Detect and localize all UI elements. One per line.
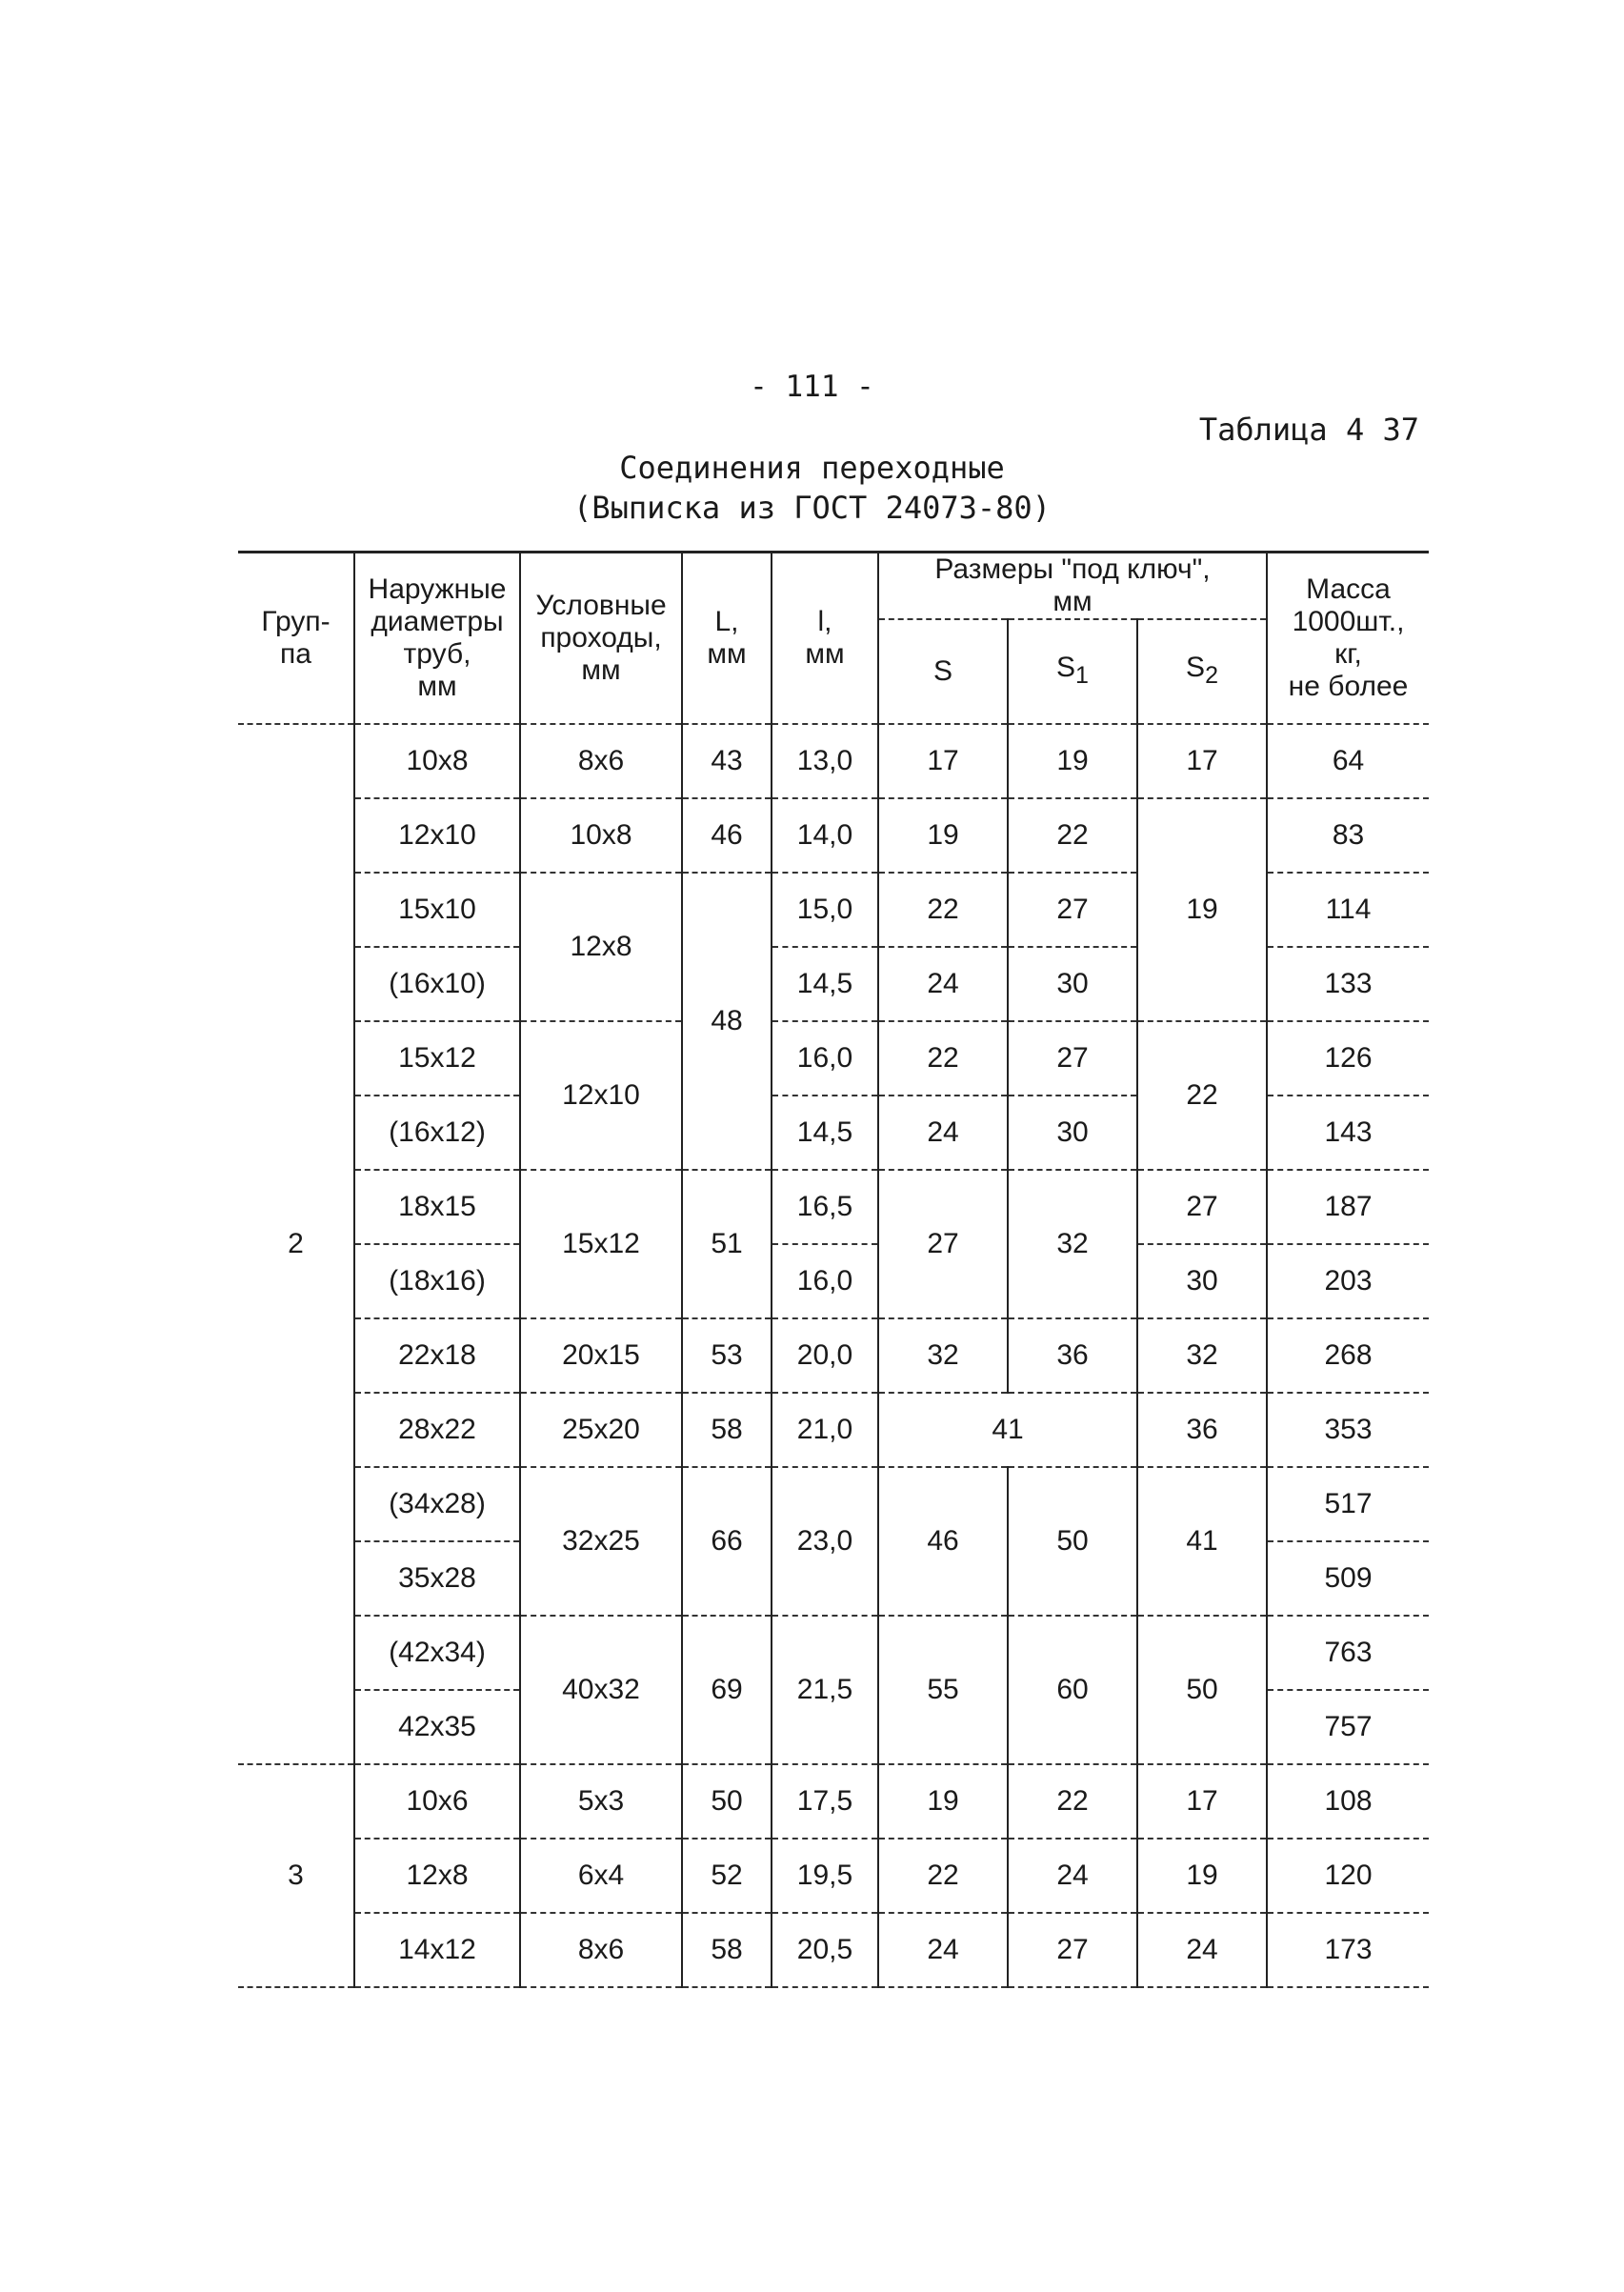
cell-S: 27	[878, 1170, 1008, 1318]
cell-l: 20,5	[772, 1913, 878, 1987]
cell-L: 50	[682, 1764, 772, 1839]
cell-S2: 17	[1137, 724, 1267, 798]
cell-S: 17	[878, 724, 1008, 798]
cell-l: 21,5	[772, 1616, 878, 1764]
cell-outer: 10x6	[354, 1764, 520, 1839]
table-row	[238, 1021, 1429, 1096]
cell-outer: (18x16)	[354, 1244, 520, 1318]
cell-L: 48	[682, 873, 772, 1170]
cell-S: 24	[878, 1913, 1008, 1987]
cell-outer: 10x8	[354, 724, 520, 798]
header-mass	[1267, 553, 1429, 725]
header-group-l1: Груп-	[261, 606, 331, 637]
cell-mass: 133	[1267, 947, 1429, 1021]
cell-bore: 8x6	[520, 724, 682, 798]
cell-outer: 22x18	[354, 1318, 520, 1393]
cell-l: 17,5	[772, 1764, 878, 1839]
cell-bore: 5x3	[520, 1764, 682, 1839]
cell-S1: 32	[1008, 1170, 1137, 1318]
header-wrench-l1: Размеры "под ключ",	[934, 553, 1211, 585]
header-wrench-l2: мм	[1053, 586, 1093, 617]
cell-bore: 8x6	[520, 1913, 682, 1987]
cell-mass: 83	[1267, 798, 1429, 873]
cell-bore: 12x10	[520, 1021, 682, 1170]
cell-l: 14,5	[772, 1096, 878, 1170]
table-row	[238, 1318, 1429, 1393]
cell-outer: (34x28)	[354, 1467, 520, 1541]
header-group-l2: па	[280, 638, 311, 670]
cell-S2: 30	[1137, 1244, 1267, 1318]
cell-mass: 509	[1267, 1541, 1429, 1616]
header-S2-sub: 2	[1205, 662, 1218, 689]
header-bore-l3: мм	[581, 654, 621, 686]
table-row	[238, 1913, 1429, 1987]
cell-S1: 22	[1008, 1764, 1137, 1839]
table-row	[238, 798, 1429, 873]
group-cell-3: 3	[238, 1764, 354, 1987]
cell-mass: 173	[1267, 1913, 1429, 1987]
cell-bore: 12x8	[520, 873, 682, 1021]
header-outer-diameter	[354, 553, 520, 725]
cell-mass: 108	[1267, 1764, 1429, 1839]
cell-outer: 15x10	[354, 873, 520, 947]
header-group	[238, 553, 354, 725]
table-row	[238, 1467, 1429, 1541]
page-number: - 111 -	[750, 370, 874, 404]
cell-S: 32	[878, 1318, 1008, 1393]
cell-l: 21,0	[772, 1393, 878, 1467]
cell-S1: 27	[1008, 1021, 1137, 1096]
cell-mass: 120	[1267, 1839, 1429, 1913]
cell-l: 15,0	[772, 873, 878, 947]
header-wrench-sizes	[878, 553, 1267, 620]
cell-L: 51	[682, 1170, 772, 1318]
cell-L: 46	[682, 798, 772, 873]
cell-bore: 10x8	[520, 798, 682, 873]
fittings-table	[238, 551, 1429, 1988]
cell-outer: (42x34)	[354, 1616, 520, 1690]
cell-S1: 24	[1008, 1839, 1137, 1913]
cell-l: 16,0	[772, 1021, 878, 1096]
cell-S1: 19	[1008, 724, 1137, 798]
cell-S1: 50	[1008, 1467, 1137, 1616]
cell-bore: 20x15	[520, 1318, 682, 1393]
cell-mass: 353	[1267, 1393, 1429, 1467]
cell-l: 23,0	[772, 1467, 878, 1616]
cell-outer: 12x8	[354, 1839, 520, 1913]
header-outer-l2: диаметры	[371, 606, 504, 637]
cell-mass: 64	[1267, 724, 1429, 798]
header-L-l1: L,	[714, 606, 739, 637]
header-L-l2: мм	[707, 638, 747, 670]
header-S-label: S	[932, 655, 952, 687]
cell-S1: 27	[1008, 873, 1137, 947]
table-row	[238, 1393, 1429, 1467]
cell-S: 22	[878, 873, 1008, 947]
cell-mass: 187	[1267, 1170, 1429, 1244]
table-row	[238, 1764, 1429, 1839]
header-l	[772, 553, 878, 725]
cell-l: 14,0	[772, 798, 878, 873]
header-S1-sub: 1	[1075, 662, 1089, 689]
cell-outer: 18x15	[354, 1170, 520, 1244]
cell-outer: 28x22	[354, 1393, 520, 1467]
cell-mass: 126	[1267, 1021, 1429, 1096]
header-outer-l3: труб,	[403, 638, 471, 670]
cell-mass: 143	[1267, 1096, 1429, 1170]
table-row	[238, 1170, 1429, 1244]
cell-L: 66	[682, 1467, 772, 1616]
table-title	[0, 448, 1624, 528]
header-mass-l3: кг,	[1334, 638, 1362, 670]
header-l-l2: мм	[805, 638, 845, 670]
cell-S2: 27	[1137, 1170, 1267, 1244]
title-line-1: Соединения переходные	[619, 450, 1005, 486]
cell-outer: 12x10	[354, 798, 520, 873]
header-nominal-bore	[520, 553, 682, 725]
cell-S2: 19	[1137, 1839, 1267, 1913]
header-S2	[1137, 619, 1267, 724]
cell-S1: 27	[1008, 1913, 1137, 1987]
cell-S: 22	[878, 1021, 1008, 1096]
cell-S: 55	[878, 1616, 1008, 1764]
header-mass-l2: 1000шт.,	[1292, 606, 1405, 637]
group-cell-2: 2	[238, 724, 354, 1764]
table-row	[238, 1839, 1429, 1913]
table-row	[238, 1616, 1429, 1690]
cell-l: 14,5	[772, 947, 878, 1021]
cell-L: 58	[682, 1393, 772, 1467]
cell-S1: 30	[1008, 1096, 1137, 1170]
cell-S2: 50	[1137, 1616, 1267, 1764]
cell-L: 52	[682, 1839, 772, 1913]
cell-outer: 14x12	[354, 1913, 520, 1987]
table-row	[238, 724, 1429, 798]
cell-mass: 203	[1267, 1244, 1429, 1318]
header-S1-label: S	[1056, 652, 1076, 683]
cell-mass: 757	[1267, 1690, 1429, 1764]
cell-bore: 6x4	[520, 1839, 682, 1913]
cell-S: 24	[878, 1096, 1008, 1170]
cell-outer: 15x12	[354, 1021, 520, 1096]
cell-S2: 24	[1137, 1913, 1267, 1987]
cell-S2: 41	[1137, 1467, 1267, 1616]
cell-S2: 17	[1137, 1764, 1267, 1839]
cell-l: 20,0	[772, 1318, 878, 1393]
header-bore-l1: Условные	[535, 590, 667, 621]
cell-bore: 25x20	[520, 1393, 682, 1467]
cell-S1: 30	[1008, 947, 1137, 1021]
header-l-l1: l,	[817, 606, 832, 637]
cell-l: 13,0	[772, 724, 878, 798]
cell-l: 16,5	[772, 1170, 878, 1244]
table-number: Таблица 4 37	[1198, 412, 1419, 448]
cell-outer: 42x35	[354, 1690, 520, 1764]
cell-S-S1-merged: 41	[878, 1393, 1137, 1467]
cell-bore: 32x25	[520, 1467, 682, 1616]
cell-mass: 114	[1267, 873, 1429, 947]
cell-l: 16,0	[772, 1244, 878, 1318]
cell-bore: 40x32	[520, 1616, 682, 1764]
header-mass-l1: Масса	[1306, 573, 1391, 605]
table-row	[238, 1244, 1429, 1318]
header-S1	[1008, 619, 1137, 724]
cell-L: 58	[682, 1913, 772, 1987]
cell-mass: 268	[1267, 1318, 1429, 1393]
cell-S2: 36	[1137, 1393, 1267, 1467]
cell-S2: 19	[1137, 798, 1267, 1021]
cell-S1: 36	[1008, 1318, 1137, 1393]
cell-S: 19	[878, 798, 1008, 873]
cell-L: 53	[682, 1318, 772, 1393]
cell-S: 22	[878, 1839, 1008, 1913]
cell-mass: 763	[1267, 1616, 1429, 1690]
cell-bore: 15x12	[520, 1170, 682, 1318]
header-mass-l4: не более	[1288, 671, 1409, 702]
cell-L: 43	[682, 724, 772, 798]
cell-L: 69	[682, 1616, 772, 1764]
cell-outer: 35x28	[354, 1541, 520, 1616]
cell-S: 19	[878, 1764, 1008, 1839]
cell-S: 24	[878, 947, 1008, 1021]
header-S	[878, 619, 1008, 724]
cell-l: 19,5	[772, 1839, 878, 1913]
header-L	[682, 553, 772, 725]
cell-S1: 60	[1008, 1616, 1137, 1764]
header-bore-l2: проходы,	[540, 622, 662, 653]
cell-outer: (16x10)	[354, 947, 520, 1021]
header-outer-l1: Наружные	[368, 573, 507, 605]
title-line-2: (Выписка из ГОСТ 24073-80)	[573, 490, 1051, 526]
fittings-table-container	[238, 551, 1429, 1988]
header-outer-l4: мм	[417, 671, 457, 702]
cell-mass: 517	[1267, 1467, 1429, 1541]
cell-S: 46	[878, 1467, 1008, 1616]
cell-S1: 22	[1008, 798, 1137, 873]
cell-outer: (16x12)	[354, 1096, 520, 1170]
cell-S2: 22	[1137, 1021, 1267, 1170]
cell-S2: 32	[1137, 1318, 1267, 1393]
header-S2-label: S	[1186, 652, 1206, 683]
